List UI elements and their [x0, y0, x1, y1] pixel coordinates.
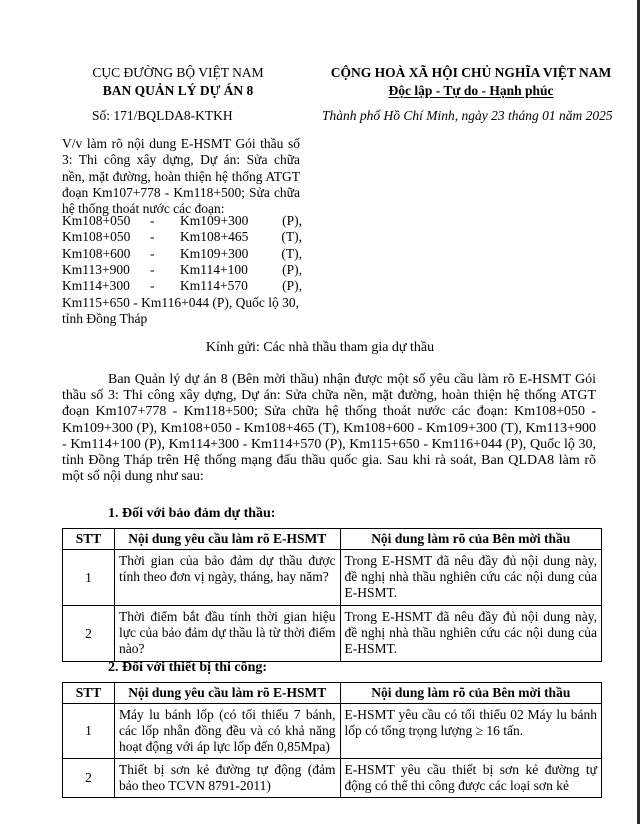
- row-number: 2: [63, 759, 115, 798]
- section-title-equipment: 2. Đối với thiết bị thi công:: [108, 660, 268, 675]
- segment-end: Km109+300: [180, 245, 249, 261]
- segment-dash: -: [150, 229, 155, 245]
- segment-end: Km109+300: [180, 213, 249, 228]
- column-header: Nội dung làm rõ của Bên mời thầu: [340, 529, 601, 550]
- table-row: [63, 606, 602, 662]
- answer-cell: E-HSMT yêu cầu thiết bị sơn kẻ đường tự động có thể thi công được các loại sơn kẻ: [340, 759, 601, 798]
- equipment-table: [62, 682, 602, 798]
- answer-cell: Trong E-HSMT đã nêu đầy đủ nội dung này, đề nghị nhà thầu nghiên cứu các nội dung của E-HSMT.: [340, 606, 601, 662]
- document-number: Số: 171/BQLDA8-KTKH: [92, 108, 233, 123]
- issuer-block: [62, 64, 294, 100]
- national-motto: Độc lập - Tự do - Hạnh phúc: [388, 83, 554, 98]
- segment-dash: -: [150, 261, 155, 277]
- segment-dash: -: [150, 278, 155, 294]
- table-row: [63, 550, 602, 606]
- segment-side: (T),: [281, 245, 302, 261]
- national-heading: [312, 64, 630, 100]
- agency-name: CỤC ĐƯỜNG BỘ VIỆT NAM: [92, 65, 264, 80]
- column-header: Nội dung yêu cầu làm rõ E-HSMT: [114, 683, 340, 704]
- request-cell: Máy lu bánh lốp (có tối thiểu 7 bánh, các lốp nhẵn đồng đều và có khả năng hoạt động với áp lực lốp đến 0,85Mpa): [114, 704, 340, 759]
- segment-start: Km108+050: [62, 213, 131, 228]
- place-date: Thành phố Hồ Chí Minh, ngày 23 tháng 01 năm 2025: [322, 108, 613, 123]
- subject-intro: V/v làm rõ nội dung E-HSMT Gói thầu số 3: Thi công xây dựng, Dự án: Sửa chữa nền, mặt đường, hoàn thiện hệ thống ATGT đoạn Km107+778 - Km118+500; Sửa chữa hệ thống thoát nước các đoạn:: [62, 136, 300, 217]
- segment-end: Km108+465: [180, 229, 249, 245]
- table-row: [63, 759, 602, 798]
- segment-row: [62, 262, 302, 278]
- subject-tail: Km115+650 - Km116+044 (P), Quốc lộ 30, tỉnh Đồng Tháp: [62, 295, 299, 327]
- table-header-row: [63, 683, 602, 704]
- segment-row: [62, 246, 302, 262]
- segment-row: [62, 229, 302, 245]
- table-row: [63, 704, 602, 759]
- column-header: STT: [63, 529, 115, 550]
- segment-start: Km114+300: [62, 278, 130, 294]
- greeting: Kính gửi: Các nhà thầu tham gia dự thầu: [205, 340, 435, 355]
- segment-start: Km113+900: [62, 261, 130, 277]
- table-header-row: [63, 529, 602, 550]
- segment-end: Km114+100: [180, 261, 248, 277]
- segment-side: (P),: [282, 261, 302, 277]
- column-header: Nội dung làm rõ của Bên mời thầu: [340, 683, 601, 704]
- segment-side: (P),: [282, 278, 302, 294]
- segment-start: Km108+050: [62, 229, 131, 245]
- request-cell: Thiết bị sơn kẻ đường tự động (đảm bảo theo TCVN 8791-2011): [114, 759, 340, 798]
- segment-row: [62, 213, 302, 229]
- request-cell: Thời gian của bảo đảm dự thầu được tính theo đơn vị ngày, tháng, hay năm?: [114, 550, 340, 606]
- column-header: Nội dung yêu cầu làm rõ E-HSMT: [114, 529, 340, 550]
- row-number: 1: [63, 550, 115, 606]
- segment-side: (P),: [282, 213, 302, 228]
- unit-name: BAN QUẢN LÝ DỰ ÁN 8: [102, 83, 254, 98]
- segment-dash: -: [150, 213, 155, 228]
- bid-security-table: [62, 528, 602, 662]
- request-cell: Thời điểm bắt đầu tính thời gian hiệu lực của bảo đảm dự thầu là từ thời điểm nào?: [114, 606, 340, 662]
- row-number: 2: [63, 606, 115, 662]
- row-number: 1: [63, 704, 115, 759]
- segment-start: Km108+600: [62, 245, 131, 261]
- segment-dash: -: [150, 245, 155, 261]
- segment-end: Km114+570: [180, 278, 248, 294]
- segment-row: [62, 278, 302, 294]
- segment-side: (T),: [281, 229, 302, 245]
- answer-cell: Trong E-HSMT đã nêu đầy đủ nội dung này, đề nghị nhà thầu nghiên cứu các nội dung của E-HSMT.: [340, 550, 601, 606]
- column-header: STT: [63, 683, 115, 704]
- body-paragraph: Ban Quản lý dự án 8 (Bên mời thầu) nhận được một số yêu cầu làm rõ E-HSMT Gói thầu số 3: Thi công xây dựng, Dự án: Sửa chữa nền, mặt đường, hoàn thiện hệ thống ATGT đoạn Km107+778 - Km118+500; Sửa chữa hệ thống thoát nước các đoạn: Km108+050 - Km109+300 (P), Km108+050 - Km108+465 (T), Km108+600 - Km109+300 (T), Km113+900 - Km114+100 (P), Km114+300 - Km114+570 (P), Km115+650 - Km116+044 (P), Quốc lộ 30, tỉnh Đồng Tháp trên Hệ thống mạng đấu thầu quốc gia. Sau khi rà soát, Ban QLDA8 làm rõ một số nội dung như sau:: [62, 372, 596, 485]
- answer-cell: E-HSMT yêu cầu có tối thiểu 02 Máy lu bánh lốp có tổng trọng lượng ≥ 16 tấn.: [340, 704, 601, 759]
- country-name: CỘNG HOÀ XÃ HỘI CHỦ NGHĨA VIỆT NAM: [330, 65, 612, 80]
- segment-list: [62, 213, 302, 294]
- section-title-bid-security: 1. Đối với bảo đảm dự thầu:: [108, 506, 276, 521]
